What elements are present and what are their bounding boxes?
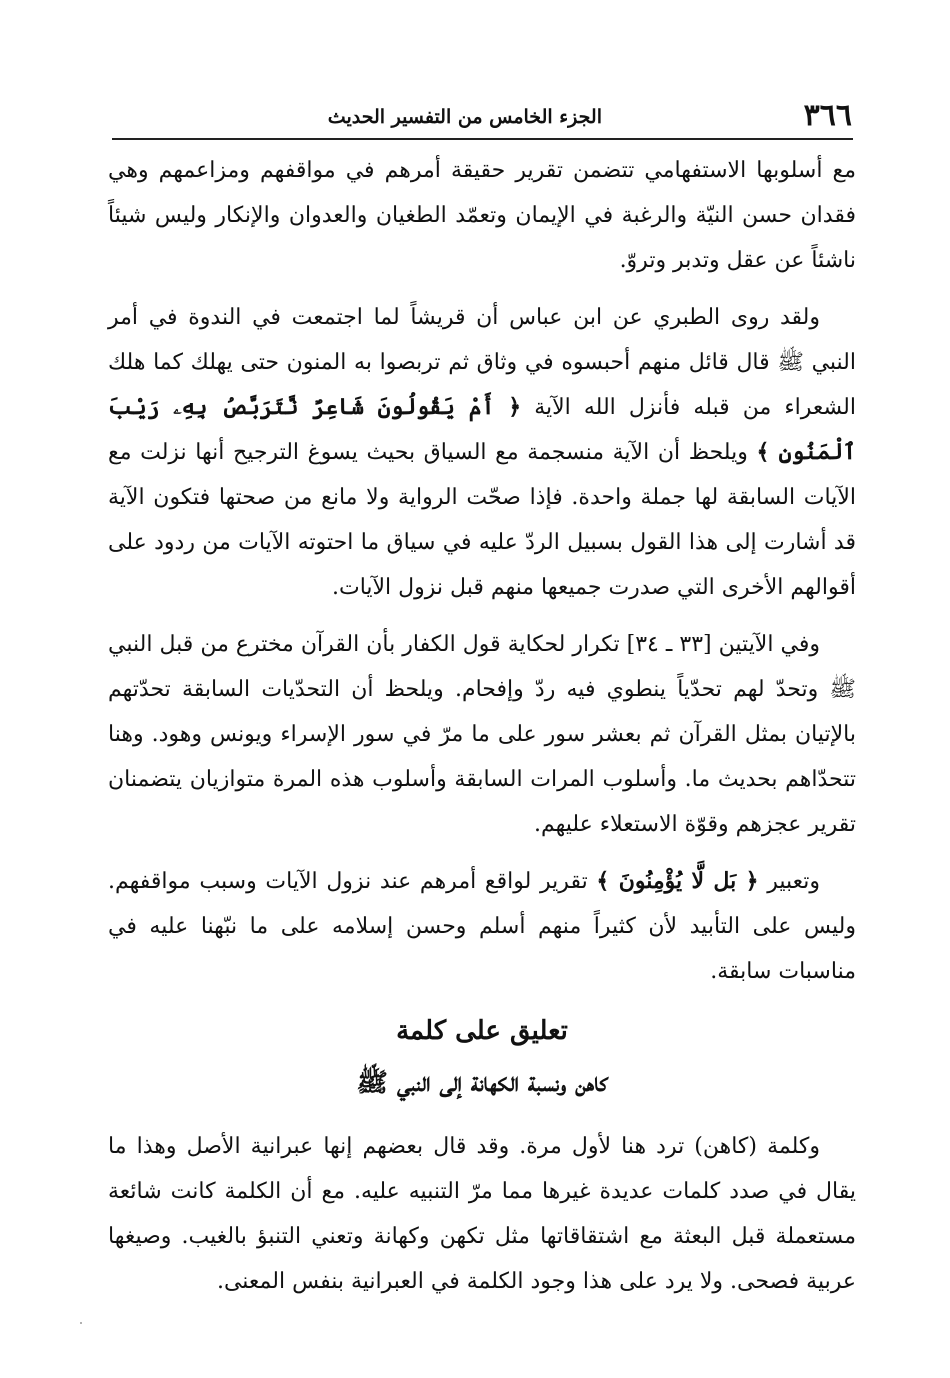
page-number: ٣٦٦ (803, 98, 852, 133)
paragraph-4-text-before: وتعبير (767, 869, 820, 894)
quran-verse: ﴿ بَل لَّا يُؤْمِنُونَ ﴾ (596, 868, 759, 894)
paragraph-4-text-after: تقرير لواقع أمرهم عند نزول الآيات وسبب مواقفهم. وليس على التأبيد لأن كثيراً منهم أسلم وحسن إسلامه على ما نبّهنا عليه في مناسبات سابقة. (108, 869, 856, 984)
margin-speck (80, 1322, 82, 1324)
paragraph-2-text-before: ولقد روى الطبري عن ابن عباس أن قريشاً لما اجتمعت في الندوة في أمر النبي ﷺ قال قائل منهم أحبسوه في وثاق ثم تربصوا به المنون حتى يهلك كما هلك الشعراء من قبله فأنزل الله الآية (108, 305, 856, 420)
running-title: الجزء الخامس من التفسير الحديث (327, 106, 602, 128)
section-paragraph: وكلمة (كاهن) ترد هنا لأول مرة. وقد قال بعضهم إنها عبرانية الأصل وهذا ما يقال في صدد كلمات عديدة غيرها مما مرّ التنبيه عليه. مع أن الكلمة كانت شائعة مستعملة قبل البعثة مع اشتقاقاتها مثل تكهن وكهانة وتعني التنبؤ بالغيب. وصيغها عربية فصحى. ولا يرد على هذا وجود الكلمة في العبرانية بنفس المعنى. (108, 1134, 856, 1294)
paragraph-2 (108, 295, 856, 610)
paragraph-3: وفي الآيتين [٣٣ ـ ٣٤] تكرار لحكاية قول الكفار بأن القرآن مخترع من قبل النبي ﷺ وتحدّ لهم تحدّياً ينطوي فيه ردّ وإفحام. ويلحظ أن التحدّيات السابقة تحدّتهم بالإتيان بمثل القرآن ثم بعشر سور على ما مرّ في سور الإسراء ويونس وهود. وهنا تتحدّاهم بحديث ما. وأسلوب المرات السابقة وأسلوب هذه المرة متوازيان يتضمنان تقرير عجزهم وقوّة الاستعلاء عليهم. (108, 632, 856, 837)
section-heading-line-1: تعليق على كلمة (396, 1016, 568, 1046)
running-header (112, 96, 852, 136)
paragraph-1: مع أسلوبها الاستفهامي تتضمن تقرير حقيقة أمرهم في مواقفهم ومزاعمهم وهي فقدان حسن النيّة والرغبة في الإيمان وتعمّد الطغيان والعدوان والإنكار وليس شيئاً ناشئاً عن عقل وتدبر وتروّ. (108, 158, 856, 273)
body-text (108, 148, 856, 1304)
paragraph-4 (108, 859, 856, 994)
paragraph-2-text-after: ويلحظ أن الآية منسجمة مع السياق بحيث يسوغ الترجيح أنها نزلت مع الآيات السابقة لها جملة واحدة. فإذا صحّت الرواية ولا مانع من صحتها فتكون الآية قد أشارت إلى هذا القول بسبيل الردّ عليه في سياق ما احتوته الآيات من ردود على أقوالهم الأخرى التي صدرت جميعها منهم قبل نزول الآيات. (108, 440, 857, 600)
quran-verse: ﴿ أَمْ يَقُولُونَ شَاعِرٌ نَّتَرَبَّصُ بِهِۦ رَيْبَ ٱلْمَنُونِ ﴾ (108, 394, 856, 465)
section-heading-line-2: كاهن ونسبة الكهانة إلى النبي ﷺ (356, 1068, 608, 1098)
header-divider (112, 138, 853, 140)
